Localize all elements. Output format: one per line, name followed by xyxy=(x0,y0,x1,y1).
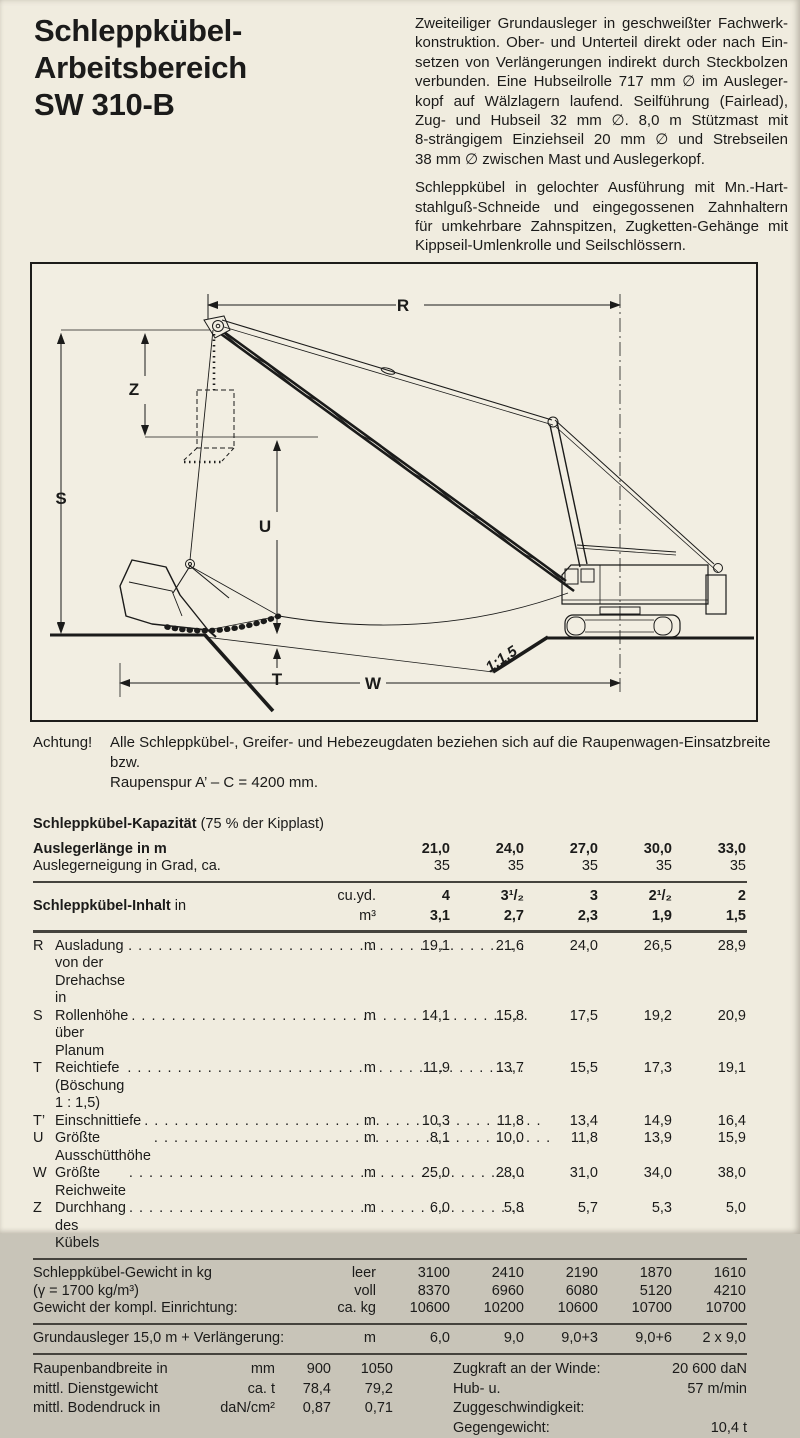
weight-row-total: Gewicht der kompl. Einrichtung: ca. kg 10600 10200 10600 10700 10700 xyxy=(33,1300,747,1318)
dim-row-W: W Größte Reichweite . . . m 25,0 28,0 31,0 34,0 38,0 xyxy=(33,1165,747,1200)
divider-rule xyxy=(33,930,747,933)
spec-row: Raupenbandbreite in mm 900 1050 xyxy=(33,1360,453,1380)
dim-label-R: R xyxy=(397,296,409,315)
title-line: SW 310-B xyxy=(34,86,394,123)
base-boom-row: Grundausleger 15,0 m + Verlängerung: m 6,0 9,0 9,0+3 9,0+6 2 x 9,0 xyxy=(33,1330,747,1348)
dim-label-S: S xyxy=(55,489,66,508)
divider-rule xyxy=(33,881,747,884)
divider-rule xyxy=(33,1323,747,1326)
page-title xyxy=(34,12,394,123)
spec-row: Zugkraft an der Winde: 20 600 daN xyxy=(453,1360,747,1380)
working-range-diagram xyxy=(30,262,758,722)
dim-label-T: T xyxy=(272,670,283,689)
intro-paragraph-2: Schleppkübel in gelochter Ausführung mit Mn.-Hart- stahlguß-Schneide und eingegossenen Zahnhaltern für umkehrbare Zahnspitzen, Zugketten-Gehänge mit Kippseil-Umlenkrolle und Seilschlössern. xyxy=(415,178,788,256)
attention-label: Achtung! xyxy=(33,733,92,753)
table-section-title: Schleppkübel-Kapazität (75 % der Kipplast) xyxy=(33,816,747,834)
capacity-table xyxy=(33,816,747,1438)
dim-row-S: S Rollenhöhe über Planum . . . m 14,1 15,8 17,5 19,2 20,9 xyxy=(33,1008,747,1061)
dim-row-T: T Reichtiefe (Böschung 1 : 1,5) . . . m 11,9 13,7 15,5 17,3 19,1 xyxy=(33,1060,747,1113)
title-line: Arbeitsbereich xyxy=(34,49,394,86)
spec-row: Gegengewicht: 10,4 t xyxy=(453,1419,747,1438)
intro-text xyxy=(415,14,788,256)
weight-row-full: (γ = 1700 kg/m³) voll 8370 6960 6080 5120 4210 xyxy=(33,1283,747,1301)
boom-length-row: Auslegerlänge in m 21,0 24,0 27,0 30,0 33,0 xyxy=(33,841,747,859)
divider-rule xyxy=(33,1353,747,1356)
weight-row-empty: Schleppkübel-Gewicht in kg leer 3100 2410 2190 1870 1610 xyxy=(33,1265,747,1283)
spec-row: Hub- u. Zuggeschwindigkeit: 57 m/min xyxy=(453,1380,747,1419)
dim-row-R: R Ausladung von der Drehachse in . . . m 19,1 21,6 24,0 26,5 28,9 xyxy=(33,938,747,1008)
slope-ratio-label: 1:1,5 xyxy=(483,642,521,676)
bucket-capacity-row: Schleppkübel-Inhalt in cu.yd. m³ 4 3,1 3¹/₂ 2,7 3 2,3 2¹/₂ 1,9 2 1,5 xyxy=(33,888,747,925)
boom-angle-row: Auslegerneigung in Grad, ca. 35 35 35 35 35 xyxy=(33,858,747,876)
title-line: Schleppkübel- xyxy=(34,12,394,49)
attention-line: Alle Schleppkübel-, Greifer- und Hebezeugdaten beziehen sich auf die Raupenwagen-Einsatzbreite bzw. xyxy=(110,733,773,773)
attention-line: Raupenspur A’ – C = 4200 mm. xyxy=(110,773,773,793)
intro-paragraph-1: Zweiteiliger Grundausleger in geschweißter Fachwerk- konstruktion. Ober- und Unterteil direkt oder nach Ein- setzen von Verlängerungen indirekt durch Steckbolzen verbunden. Eine Hubseilrolle 717 mm ∅ im Ausleger- kopf auf Wälzlagern laufend. Seilführung (Fairlead), Zug- und Hubseil 32 mm ∅. 8,0 m Stützmast mit 8-strängigem Einziehseil 20 mm ∅ und Strebseilen 38 mm ∅ zwischen Mast und Auslegerkopf. xyxy=(415,14,788,169)
attention-note xyxy=(33,733,773,793)
winch-specs xyxy=(453,1360,747,1438)
dim-label-U: U xyxy=(259,517,271,536)
dim-label-W: W xyxy=(365,674,382,693)
spec-row: mittl. Dienstgewicht ca. t 78,4 79,2 xyxy=(33,1380,453,1400)
crawler-specs xyxy=(33,1360,453,1438)
footer-specs xyxy=(33,1360,747,1438)
dim-label-Z: Z xyxy=(129,380,139,399)
dim-row-Z: Z Durchhang des Kübels . . . m 6,0 5,8 5,7 5,3 5,0 xyxy=(33,1200,747,1253)
crane-diagram-drawing xyxy=(32,264,756,720)
spec-row: mittl. Bodendruck in daN/cm² 0,87 0,71 xyxy=(33,1399,453,1419)
dim-row-U: U Größte Ausschütthöhe . . . m 8,1 10,0 11,8 13,9 15,9 xyxy=(33,1130,747,1165)
divider-rule xyxy=(33,1258,747,1261)
dim-row-T-prime: T’ Einschnittiefe . . . m 10,3 11,8 13,4 14,9 16,4 xyxy=(33,1113,747,1131)
